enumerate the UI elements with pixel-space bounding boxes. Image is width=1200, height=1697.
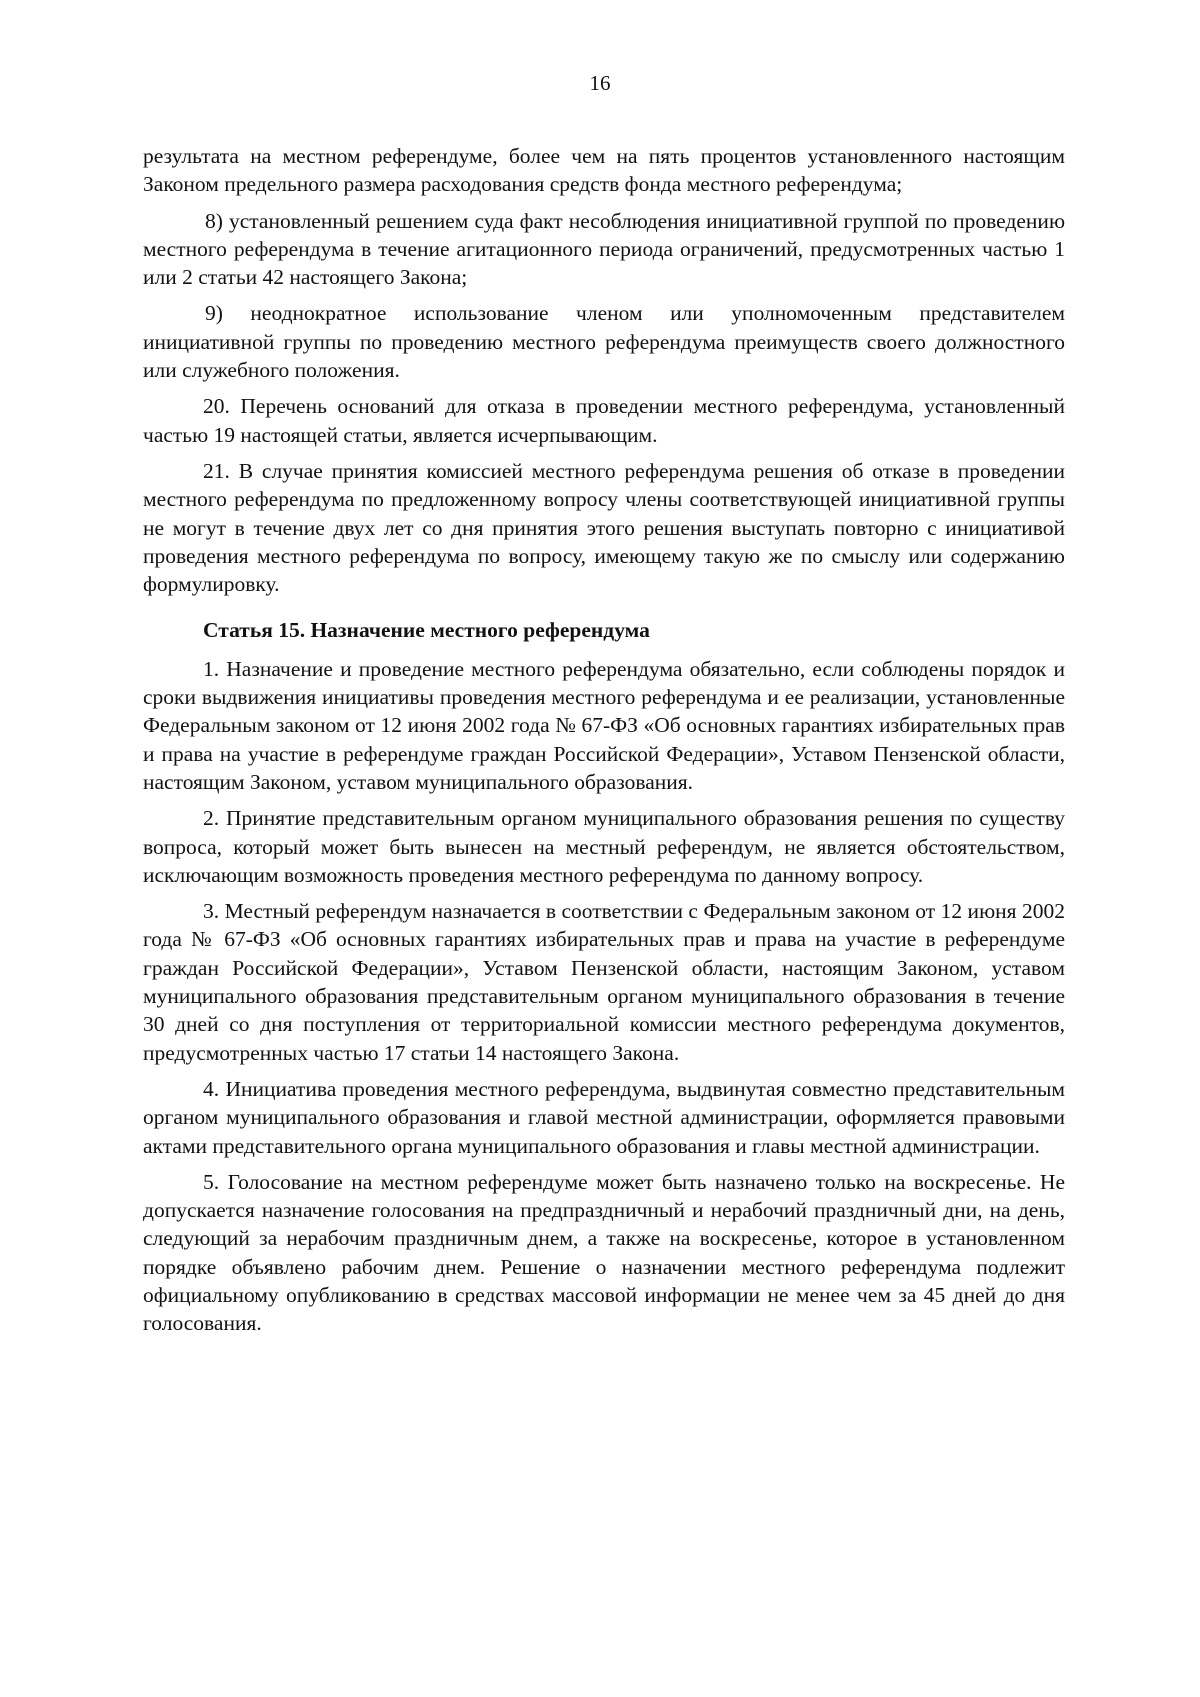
paragraph-article-part-2: 2. Принятие представительным органом муниципального образования решения по существу вопроса, который может быть вынесен на местный референдум, не является обстоятельством, исключающим возможность проведения местного референдума по данному вопросу.: [143, 806, 1071, 887]
document-body: [143, 142, 1071, 1346]
paragraph-item-8: 8) установленный решением суда факт несоблюдения инициативной группой по проведению местного референдума в течение агитационного периода ограничений, предусмотренных частью 1 или 2 статьи 42 настоящего Закона;: [143, 208, 1071, 290]
paragraph-item-9: 9) неоднократное использование членом или уполномоченным представителем инициативной группы по проведению местного референдума преимуществ своего должностного или служебного положения.: [143, 301, 1071, 383]
paragraph-article-part-3: 3. Местный референдум назначается в соответствии с Федеральным законом от 12 июня 2002 года № 67-ФЗ «Об основных гарантиях избирательных прав и права на участие в референдуме граждан Российской Федерации», Уставом Пензенской области, настоящим Законом, уставом муниципального образования представительным органом муниципального образования в течение 30 дней со дня поступления от территориальной комиссии местного референдума документов, предусмотренных частью 17 статьи 14 настоящего Закона.: [143, 899, 1071, 1065]
paragraph-continuation: результата на местном референдуме, более чем на пять процентов установленного настоящим Законом предельного размера расходования средств фонда местного референдума;: [143, 144, 1071, 197]
page-number: 16: [589, 71, 611, 95]
paragraph-article-part-5: 5. Голосование на местном референдуме может быть назначено только на воскресенье. Не допускается назначение голосования на предпраздничный и нерабочий праздничный дни, на день, следующий за нерабочим праздничным днем, а также на воскресенье, которое в установленном порядке объявлено рабочим днем. Решение о назначении местного референдума подлежит официальному опубликованию в средствах массовой информации не менее чем за 45 дней до дня голосования.: [143, 1169, 1071, 1336]
paragraph-part-21: 21. В случае принятия комиссией местного референдума решения об отказе в проведении местного референдума по предложенному вопросу члены соответствующей инициативной группы не могут в течение двух лет со дня принятия этого решения выступать повторно с инициативой проведения местного референдума по вопросу, имеющему такую же по смыслу или содержанию формулировку.: [143, 458, 1071, 597]
paragraph-part-20: 20. Перечень оснований для отказа в проведении местного референдума, установленный частью 19 настоящей статьи, является исчерпывающим.: [143, 394, 1071, 447]
paragraph-article-part-4: 4. Инициатива проведения местного референдума, выдвинутая совместно представительным органом муниципального образования и главой местной администрации, оформляется правовыми актами представительного органа муниципального образования и главы местной администрации.: [143, 1076, 1071, 1158]
article-heading: Статья 15. Назначение местного референдума: [203, 618, 650, 643]
paragraph-article-part-1: 1. Назначение и проведение местного референдума обязательно, если соблюдены порядок и сроки выдвижения инициативы проведения местного референдума и ее реализации, установленные Федеральным законом от 12 июня 2002 года № 67-ФЗ «Об основных гарантиях избирательных прав и права на участие в референдуме граждан Российской Федерации», Уставом Пензенской области, настоящим Законом, уставом муниципального образования.: [143, 656, 1071, 794]
